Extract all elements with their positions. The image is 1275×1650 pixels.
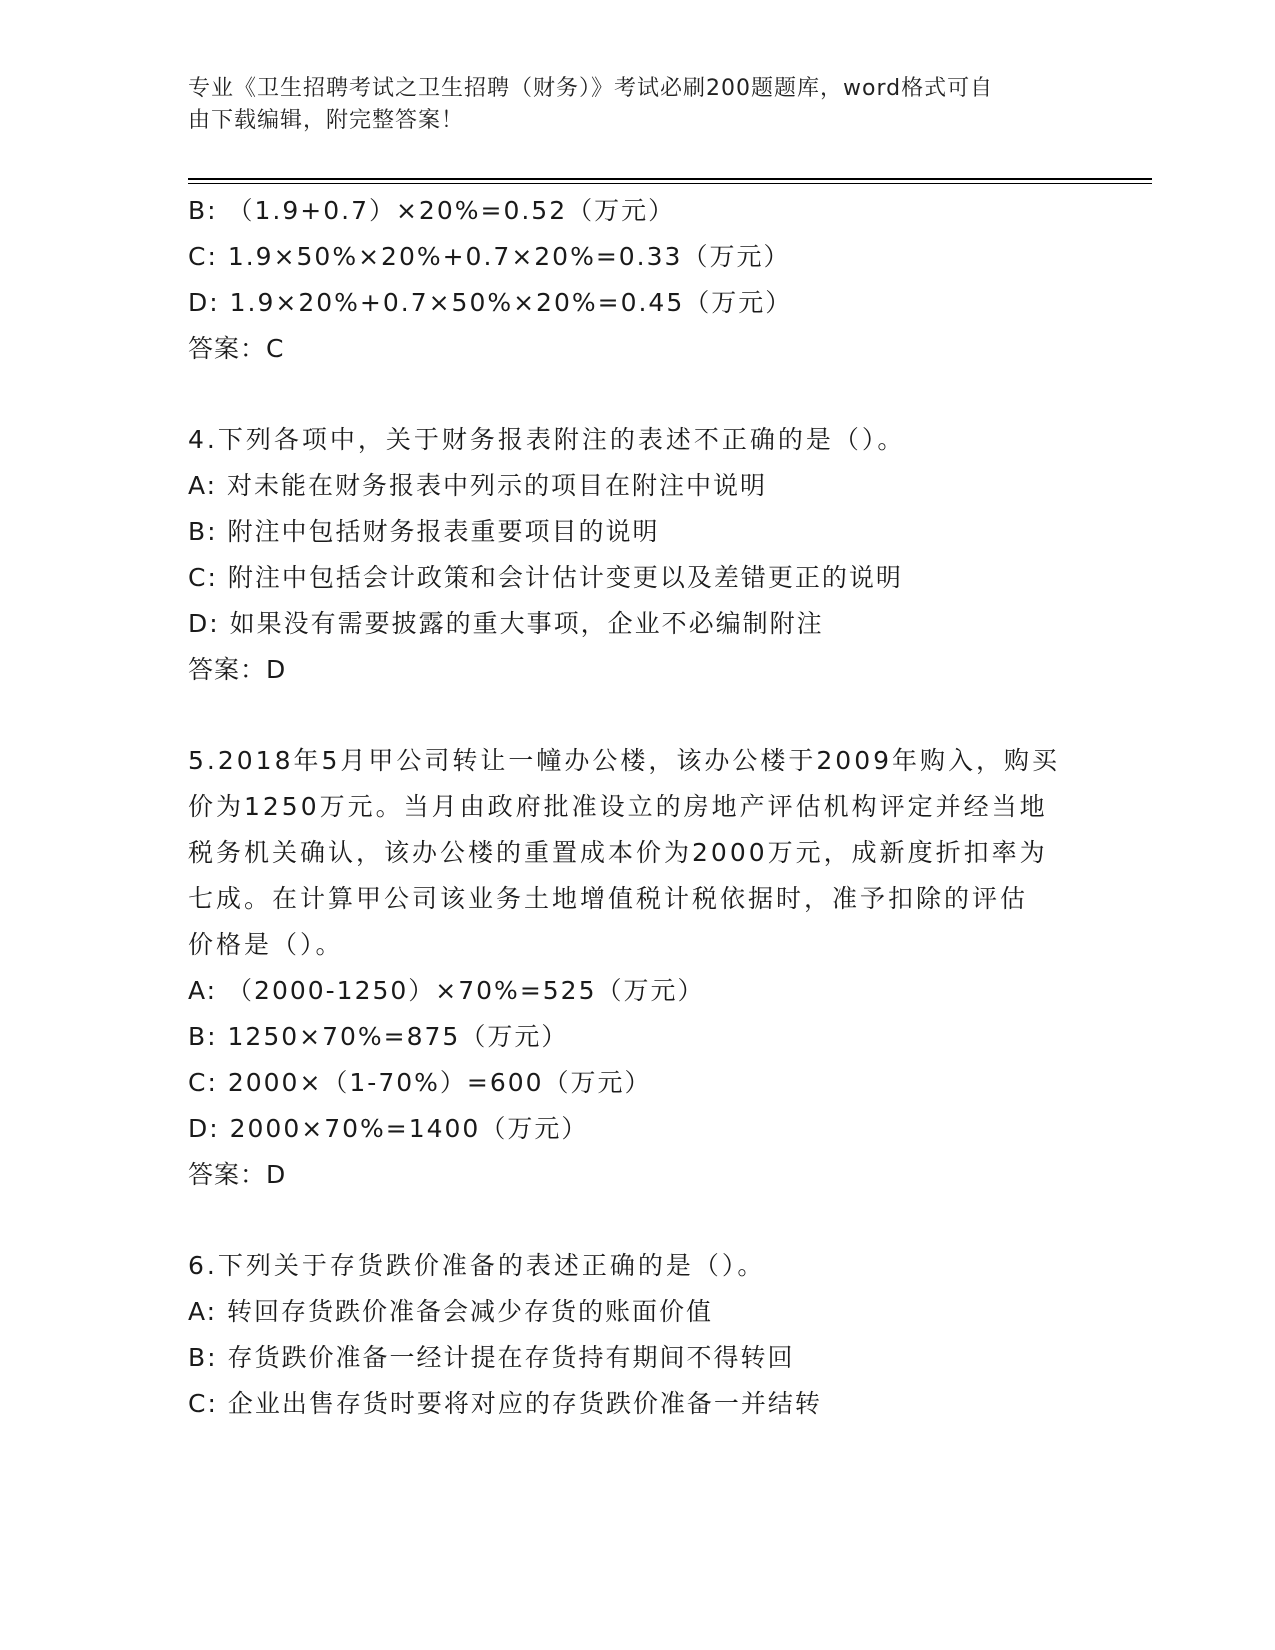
header-rule-thin	[188, 183, 1152, 184]
question-stem: 6.下列关于存货跌价准备的表述正确的是（）。	[188, 1251, 766, 1280]
option-d: D: 2000×70%=1400（万元）	[188, 1114, 589, 1143]
question-stem-line: 价格是（）。	[188, 930, 344, 959]
question-content	[188, 188, 1088, 1427]
document-header	[188, 73, 1068, 137]
answer-line: 答案：D	[188, 1160, 287, 1189]
option-c: C: 1.9×50%×20%+0.7×20%=0.33（万元）	[188, 242, 791, 271]
header-line-2: 由下载编辑，附完整答案！	[188, 108, 465, 133]
question-stem-line: 七成。在计算甲公司该业务土地增值税计税依据时，准予扣除的评估	[188, 884, 1029, 913]
question-stem-line: 5.2018年5月甲公司转让一幢办公楼，该办公楼于2009年购入，购买	[188, 746, 1061, 775]
header-rule-thick	[188, 178, 1152, 180]
option-a: A: 对未能在财务报表中列示的项目在附注中说明	[188, 471, 768, 500]
answer-line: 答案：D	[188, 655, 287, 684]
option-b: B: 附注中包括财务报表重要项目的说明	[188, 517, 660, 546]
question-4-block	[188, 417, 1088, 693]
option-c: C: 2000×（1-70%）=600（万元）	[188, 1068, 652, 1097]
option-d: D: 1.9×20%+0.7×50%×20%=0.45（万元）	[188, 288, 793, 317]
question-stem: 4.下列各项中，关于财务报表附注的表述不正确的是（）。	[188, 425, 906, 454]
option-a: A: 转回存货跌价准备会减少存货的账面价值	[188, 1297, 714, 1326]
answer-line: 答案：C	[188, 334, 285, 363]
question-6-block	[188, 1243, 1088, 1427]
question-stem-line: 税务机关确认，该办公楼的重置成本价为2000万元，成新度折扣率为	[188, 838, 1048, 867]
option-d: D: 如果没有需要披露的重大事项，企业不必编制附注	[188, 609, 824, 638]
question-5-block	[188, 738, 1088, 1198]
prev-question-block	[188, 188, 1088, 372]
option-c: C: 企业出售存货时要将对应的存货跌价准备一并结转	[188, 1389, 822, 1418]
option-c: C: 附注中包括会计政策和会计估计变更以及差错更正的说明	[188, 563, 903, 592]
option-a: A: （2000-1250）×70%=525（万元）	[188, 976, 705, 1005]
option-b: B: （1.9+0.7）×20%=0.52（万元）	[188, 196, 676, 225]
option-b: B: 存货跌价准备一经计提在存货持有期间不得转回	[188, 1343, 795, 1372]
question-stem-line: 价为1250万元。当月由政府批准设立的房地产评估机构评定并经当地	[188, 792, 1048, 821]
header-line-1: 专业《卫生招聘考试之卫生招聘（财务）》考试必刷200题题库，word格式可自	[188, 76, 994, 101]
option-b: B: 1250×70%=875（万元）	[188, 1022, 569, 1051]
